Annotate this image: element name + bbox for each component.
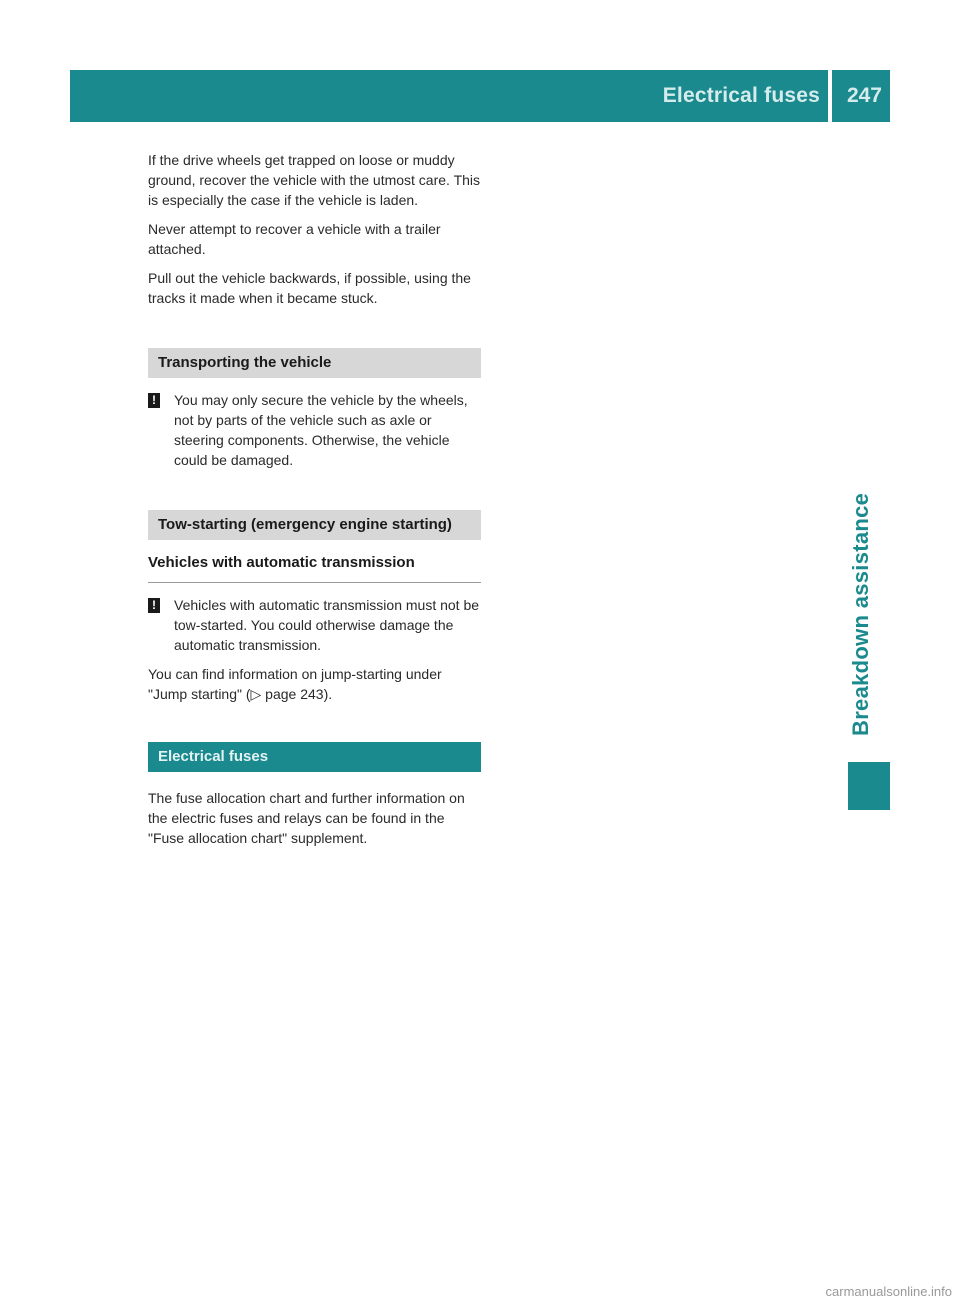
jump-starting-reference: You can find information on jump-starting under "Jump starting" (▷ page 243). — [148, 666, 442, 702]
page-title: Electrical fuses — [662, 84, 820, 107]
warning-text: You may only secure the vehicle by the wheels, not by parts of the vehicle such as axle or steering components. Otherwise, the vehicle could be damaged. — [174, 392, 468, 468]
warning-tow-starting — [148, 595, 481, 655]
exclamation-icon: ! — [148, 393, 160, 408]
side-tab-label: Breakdown assistance — [848, 492, 873, 736]
side-tab — [848, 470, 890, 758]
page-number: 247 — [846, 84, 882, 107]
warning-text: Vehicles with automatic transmission must not be tow-started. You could otherwise damage the automatic transmission. — [174, 597, 480, 653]
side-tab-marker — [848, 762, 890, 810]
exclamation-icon: ! — [148, 598, 160, 613]
intro-paragraph-2: Never attempt to recover a vehicle with a trailer attached. — [148, 221, 441, 257]
intro-paragraph-1: If the drive wheels get trapped on loose or muddy ground, recover the vehicle with the utmost care. This is especially the case if the vehicle is laden. — [148, 152, 481, 208]
main-column — [148, 150, 481, 857]
intro-paragraph-3: Pull out the vehicle backwards, if possible, using the tracks it made when it became stuck. — [148, 270, 471, 306]
header-divider — [828, 70, 832, 122]
section-heading-transporting: Transporting the vehicle — [148, 348, 481, 378]
fuses-paragraph: The fuse allocation chart and further information on the electric fuses and relays can be found in the "Fuse allocation chart" supplement. — [148, 790, 465, 846]
watermark: carmanualsonline.info — [825, 1284, 952, 1299]
section-heading-electrical-fuses: Electrical fuses — [148, 742, 481, 772]
header-bar — [70, 70, 890, 122]
subheading-automatic-transmission: Vehicles with automatic transmission — [148, 552, 481, 583]
warning-transporting — [148, 390, 481, 470]
section-heading-tow-starting: Tow-starting (emergency engine starting) — [148, 510, 481, 540]
